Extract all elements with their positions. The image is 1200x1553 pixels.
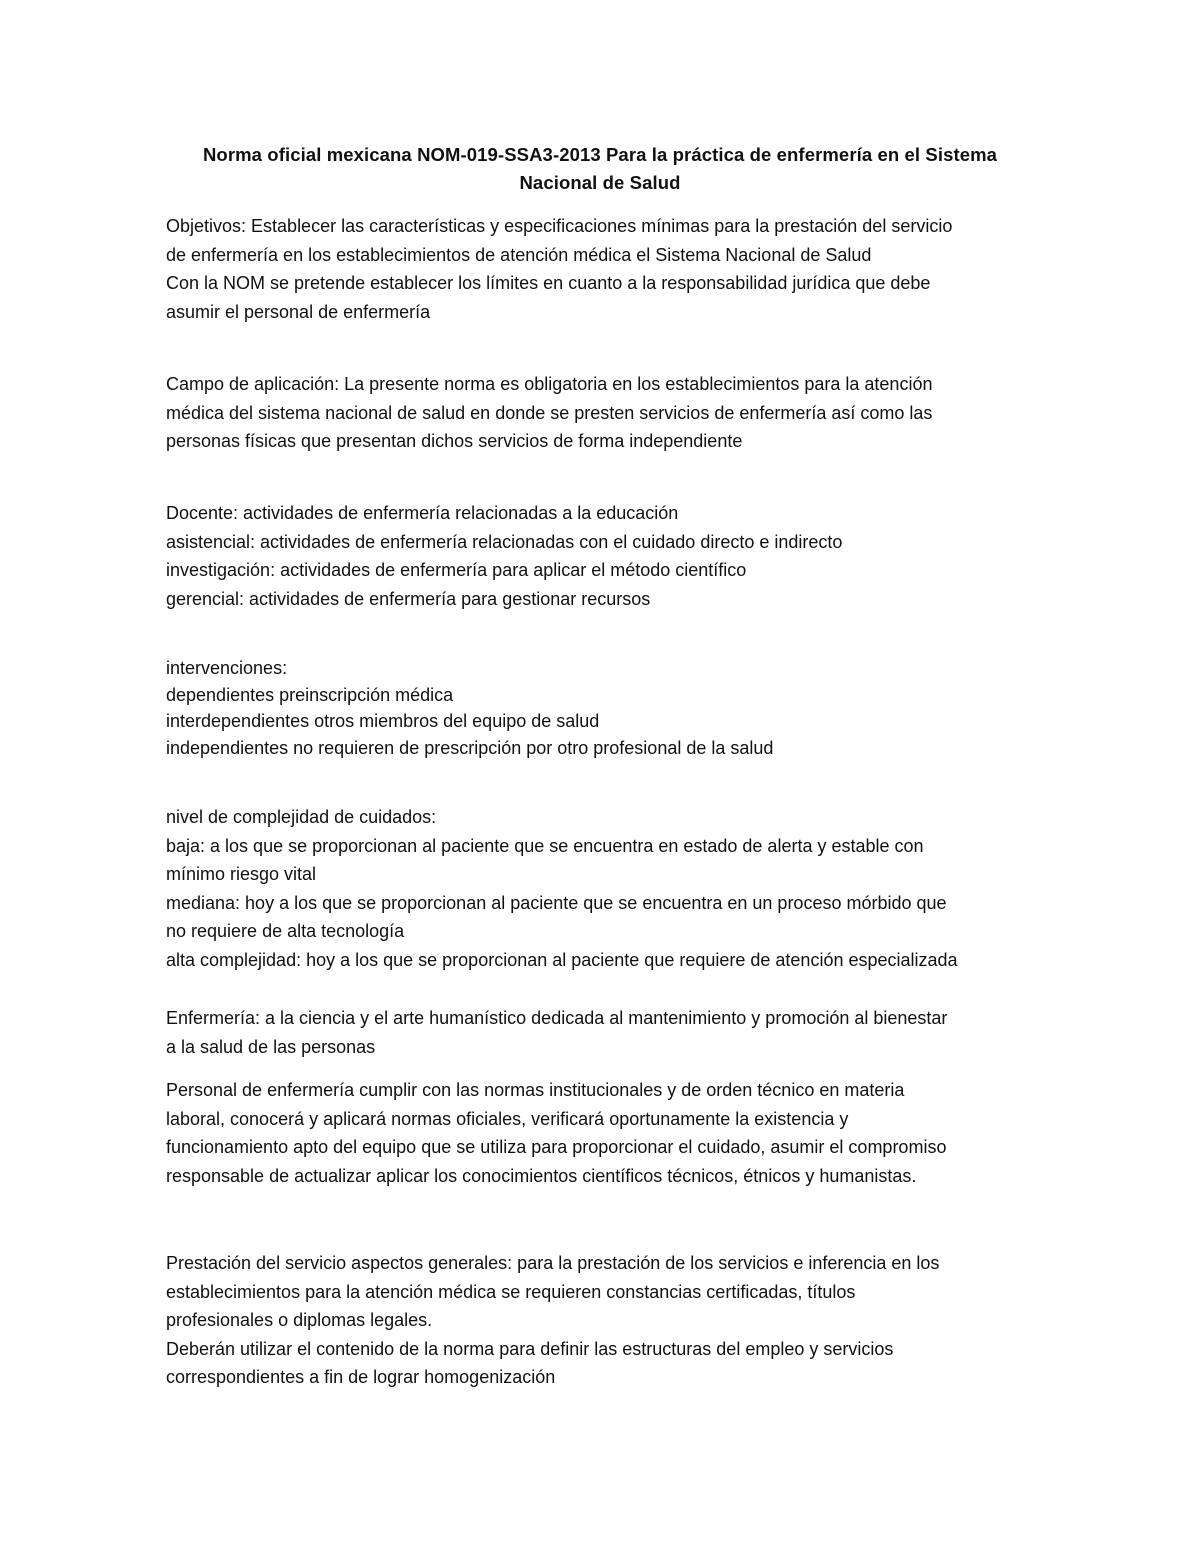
text-line: asistencial: actividades de enfermería relacionadas con el cuidado directo e indirecto bbox=[166, 531, 843, 552]
intervenciones-list bbox=[166, 655, 1046, 761]
text-line: interdependientes otros miembros del equipo de salud bbox=[166, 711, 600, 731]
enfermeria-definition bbox=[166, 1004, 1046, 1061]
text-line: funcionamiento apto del equipo que se utiliza para proporcionar el cuidado, asumir el compromiso bbox=[166, 1137, 947, 1157]
title-line: Norma oficial mexicana NOM-019-SSA3-2013 Para la práctica de enfermería en el Sistema bbox=[202, 144, 998, 165]
text-line: correspondientes a fin de lograr homogenización bbox=[166, 1367, 556, 1387]
text-line: dependientes preinscripción médica bbox=[166, 684, 454, 705]
text-line: personas físicas que presentan dichos servicios de forma independiente bbox=[166, 431, 743, 451]
text-line: profesionales o diplomas legales. bbox=[166, 1310, 433, 1330]
text-line: intervenciones: bbox=[166, 658, 288, 678]
funciones-list bbox=[166, 499, 1046, 613]
text-line: de enfermería en los establecimientos de atención médica el Sistema Nacional de Salud bbox=[166, 244, 872, 265]
text-line: mediana: hoy a los que se proporcionan al paciente que se encuentra en un proceso mórbido que bbox=[166, 892, 947, 913]
campo-aplicacion-paragraph bbox=[166, 370, 1046, 456]
text-line: responsable de actualizar aplicar los conocimientos científicos técnicos, étnicos y humanistas. bbox=[166, 1165, 917, 1186]
text-line: alta complejidad: hoy a los que se proporcionan al paciente que requiere de atención especializada bbox=[166, 949, 958, 970]
text-line: nivel de complejidad de cuidados: bbox=[166, 807, 437, 827]
text-line: gerencial: actividades de enfermería para gestionar recursos bbox=[166, 588, 651, 609]
text-line: Docente: actividades de enfermería relacionadas a la educación bbox=[166, 503, 679, 523]
text-line: Objetivos: Establecer las características y especificaciones mínimas para la prestación del servicio bbox=[166, 216, 953, 236]
complejidad-list bbox=[166, 803, 1046, 974]
text-line: Campo de aplicación: La presente norma es obligatoria en los establecimientos para la atención bbox=[166, 374, 933, 394]
text-line: Personal de enfermería cumplir con las normas institucionales y de orden técnico en materia bbox=[166, 1080, 905, 1100]
prestacion-paragraph bbox=[166, 1249, 1046, 1392]
text-line: independientes no requieren de prescripción por otro profesional de la salud bbox=[166, 737, 774, 758]
personal-paragraph bbox=[166, 1076, 1046, 1190]
text-line: laboral, conocerá y aplicará normas oficiales, verificará oportunamente la existencia y bbox=[166, 1108, 849, 1129]
text-line: baja: a los que se proporcionan al paciente que se encuentra en estado de alerta y estable con bbox=[166, 835, 924, 856]
text-line: médica del sistema nacional de salud en donde se presten servicios de enfermería así como las bbox=[166, 402, 933, 423]
text-line: a la salud de las personas bbox=[166, 1036, 376, 1057]
objetivos-paragraph bbox=[166, 212, 1046, 326]
document-title bbox=[150, 141, 1050, 197]
text-line: Enfermería: a la ciencia y el arte humanístico dedicada al mantenimiento y promoción al bienestar bbox=[166, 1008, 948, 1028]
text-line: establecimientos para la atención médica se requieren constancias certificadas, títulos bbox=[166, 1281, 856, 1302]
text-line: Con la NOM se pretende establecer los límites en cuanto a la responsabilidad jurídica que debe bbox=[166, 273, 931, 293]
text-line: mínimo riesgo vital bbox=[166, 864, 317, 884]
text-line: investigación: actividades de enfermería para aplicar el método científico bbox=[166, 560, 747, 580]
text-line: asumir el personal de enfermería bbox=[166, 301, 431, 322]
text-line: no requiere de alta tecnología bbox=[166, 921, 405, 941]
text-line: Deberán utilizar el contenido de la norma para definir las estructuras del empleo y servicios bbox=[166, 1338, 894, 1359]
text-line: Prestación del servicio aspectos generales: para la prestación de los servicios e inferencia en los bbox=[166, 1253, 940, 1273]
title-line: Nacional de Salud bbox=[519, 172, 681, 193]
